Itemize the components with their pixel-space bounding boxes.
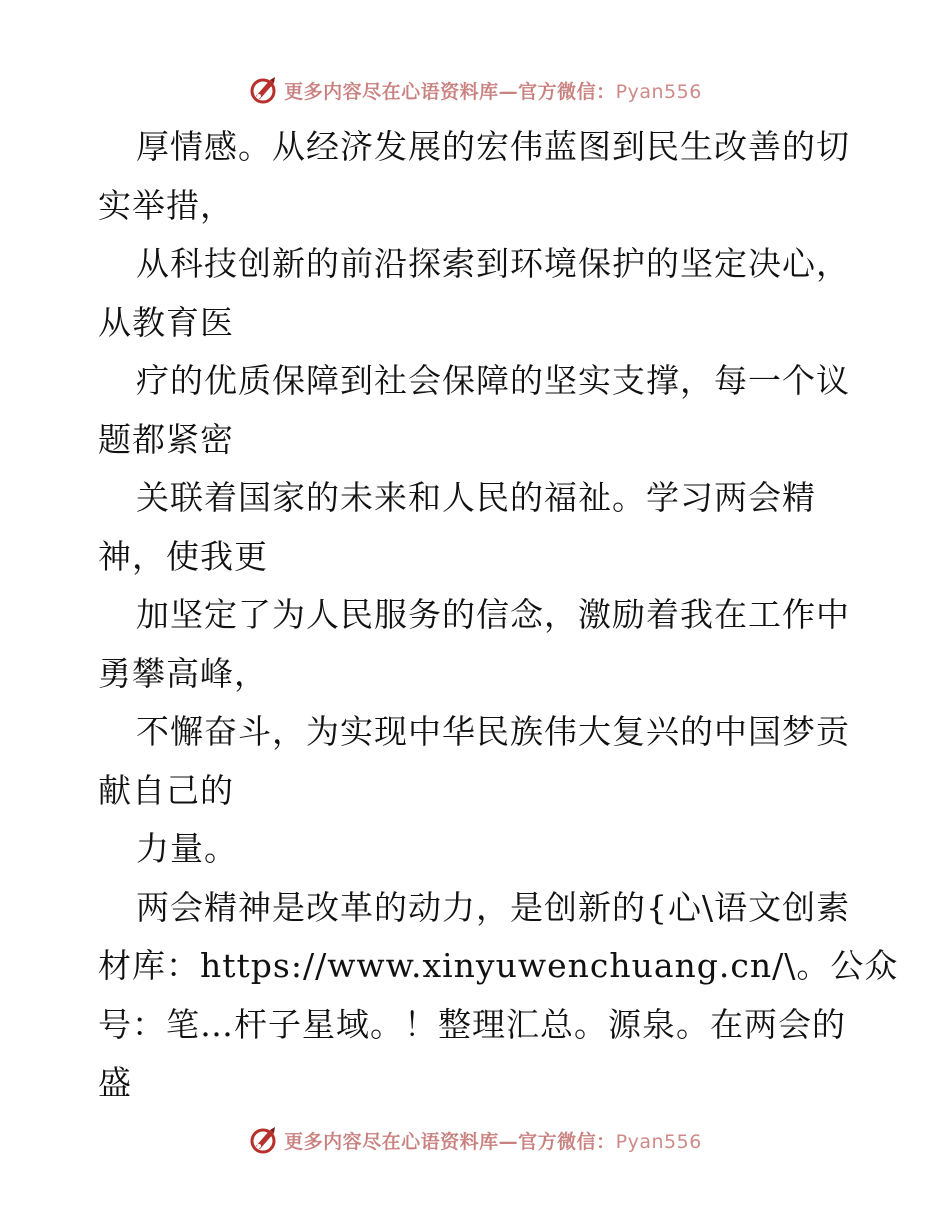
pen-logo-icon [248,1124,280,1156]
text-line: 神，使我更 [98,536,268,576]
text-line: 不懈奋斗，为实现中华民族伟大复兴的中国梦贡 [136,712,850,751]
text-line: 从教育医 [98,302,234,342]
text-line: 力量。 [136,829,238,868]
text-line: 从科技创新的前沿探索到环境保护的坚定决心， [136,244,850,283]
text-line: 勇攀高峰， [98,653,268,693]
text-line: 关联着国家的未来和人民的福祉。学习两会精 [136,478,816,517]
text-line: 厚情感。从经济发展的宏伟蓝图到民生改善的切 [136,127,850,166]
text-line: 号：笔…杆子星域。！整理汇总。源泉。在两会的 [98,1004,846,1044]
text-line: 实举措， [98,185,234,225]
document-body [98,118,899,1113]
text-line: 盛 [98,1063,132,1102]
header-banner-text: 更多内容尽在心语资料库—官方微信：Pyan556 [284,80,702,103]
text-line: 题都紧密 [98,419,234,459]
text-line: 材库：https://www.xinyuwenchuang.cn/\。公众 [98,946,899,985]
footer-banner [0,1122,950,1158]
footer-banner-text: 更多内容尽在心语资料库—官方微信：Pyan556 [284,1130,702,1153]
header-banner [0,72,950,108]
text-line: 疗的优质保障到社会保障的坚实支撑，每一个议 [136,361,850,400]
text-line: 两会精神是改革的动力，是创新的{心\语文创素 [136,887,851,927]
pen-logo-icon [248,74,280,106]
text-line: 献自己的 [98,770,234,810]
text-line: 加坚定了为人民服务的信念，激励着我在工作中 [136,595,850,634]
